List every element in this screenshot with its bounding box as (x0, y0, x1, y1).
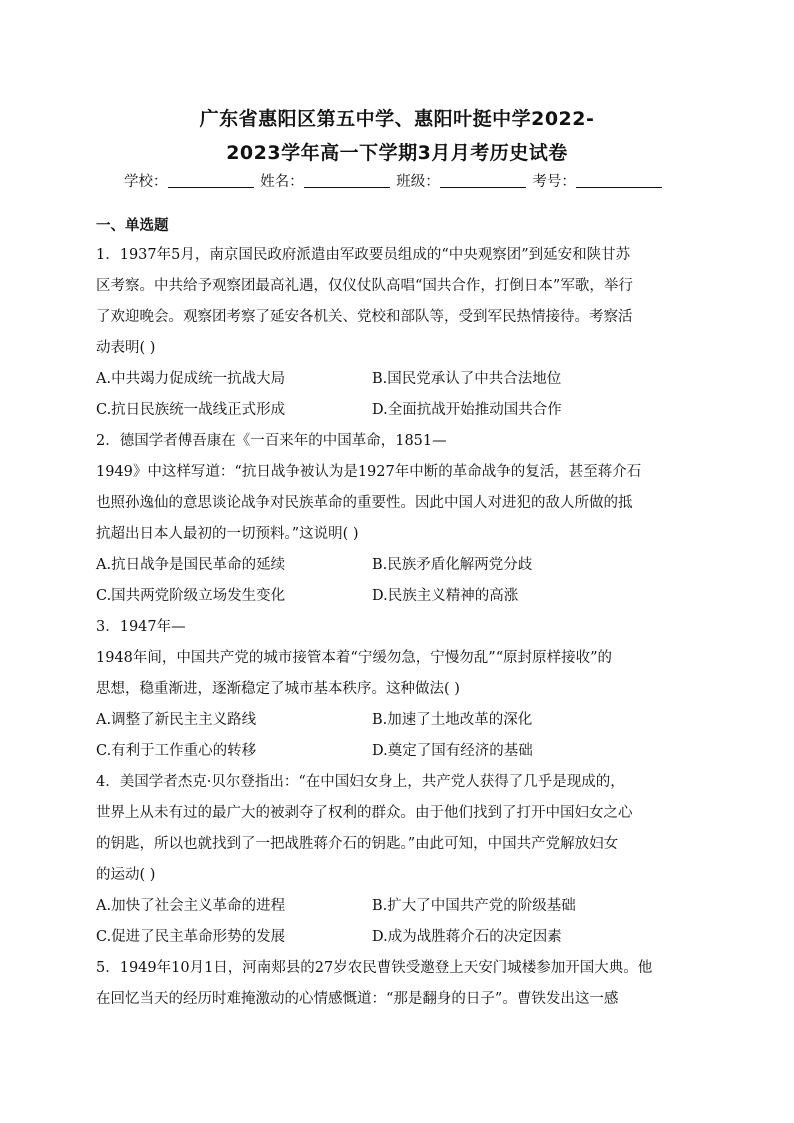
question-stem-line: 的运动( ) (96, 867, 156, 883)
question-stem-line: 世界上从未有过的最广大的被剥夺了权利的群众。由于他们找到了打开中国妇女之心 (96, 805, 633, 821)
option-row (96, 705, 696, 736)
question-stem-line: 抗超出日本人最初的一切预料。”这说明( ) (96, 526, 359, 542)
option-a[interactable]: A.抗日战争是国民革命的延续 (96, 557, 286, 573)
option-d[interactable]: D.奠定了国有经济的基础 (372, 743, 533, 759)
question-stem-line: 2．德国学者傅吾康在《一百来年的中国革命，1851— (96, 433, 447, 449)
question-list (96, 240, 696, 1015)
class-label: 班级： (396, 174, 440, 190)
class-blank[interactable] (440, 173, 526, 188)
option-row (96, 364, 696, 395)
question-5 (96, 953, 696, 1015)
option-d[interactable]: D.全面抗战开始推动国共合作 (372, 402, 562, 418)
exam-title-line-2: 2023学年高一下学期3月月考历史试卷 (226, 142, 568, 164)
option-c[interactable]: C.促进了民主革命形势的发展 (96, 929, 286, 945)
option-a[interactable]: A.中共竭力促成统一抗战大局 (96, 371, 286, 387)
question-stem-line: 1949》中这样写道：“抗日战争被认为是1927年中断的革命战争的复活，甚至蒋介石 (96, 464, 642, 480)
exam-number-blank[interactable] (576, 173, 662, 188)
question-4 (96, 767, 696, 953)
question-stem-line: 5．1949年10月1日，河南郏县的27岁农民曹铁受邀登上天安门城楼参加开国大典。他 (96, 960, 653, 976)
option-row (96, 395, 696, 426)
option-b[interactable]: B.扩大了中国共产党的阶级基础 (372, 898, 576, 914)
question-1 (96, 240, 696, 426)
question-stem-line: 4．美国学者杰克·贝尔登指出：“在中国妇女身上，共产党人获得了几乎是现成的， (96, 774, 625, 790)
option-c[interactable]: C.有利于工作重心的转移 (96, 743, 257, 759)
question-stem-line: 区考察。中共给予观察团最高礼遇，仅仪仗队高唱“国共合作，打倒日本”军歌，举行 (96, 278, 633, 294)
option-a[interactable]: A.加快了社会主义革命的进程 (96, 898, 286, 914)
option-row (96, 922, 696, 953)
name-blank[interactable] (304, 173, 390, 188)
school-blank[interactable] (168, 173, 254, 188)
exam-number-label: 考号： (532, 174, 576, 190)
exam-title-line-1: 广东省惠阳区第五中学、惠阳叶挺中学2022- (199, 108, 595, 130)
section-heading: 一、单选题 (96, 218, 169, 234)
question-stem-line: 了欢迎晚会。观察团考察了延安各机关、党校和部队等，受到军民热情接待。考察活 (96, 309, 633, 325)
option-row (96, 891, 696, 922)
question-stem-line: 动表明( ) (96, 340, 156, 356)
student-info-row (124, 170, 664, 191)
option-b[interactable]: B.国民党承认了中共合法地位 (372, 371, 562, 387)
question-3 (96, 612, 696, 767)
option-c[interactable]: C.国共两党阶级立场发生变化 (96, 588, 286, 604)
question-stem-line: 3．1947年— (96, 619, 186, 635)
question-stem-line: 也照孙逸仙的意思谈论战争对民族革命的重要性。因此中国人对进犯的敌人所做的抵 (96, 495, 633, 511)
option-b[interactable]: B.加速了土地改革的深化 (372, 712, 533, 728)
option-d[interactable]: D.成为战胜蒋介石的决定因素 (372, 929, 562, 945)
option-a[interactable]: A.调整了新民主主义路线 (96, 712, 257, 728)
school-label: 学校： (124, 174, 168, 190)
question-stem-line: 1948年间，中国共产党的城市接管本着“宁缓勿急，宁慢勿乱”“原封原样接收”的 (96, 650, 613, 666)
question-stem-line: 1．1937年5月，南京国民政府派遣由军政要员组成的“中央观察团”到延安和陕甘苏 (96, 247, 631, 263)
option-b[interactable]: B.民族矛盾化解两党分歧 (372, 557, 533, 573)
option-row (96, 581, 696, 612)
question-stem-line: 思想，稳重渐进，逐渐稳定了城市基本秩序。这种做法( ) (96, 681, 460, 697)
option-d[interactable]: D.民族主义精神的高涨 (372, 588, 519, 604)
option-c[interactable]: C.抗日民族统一战线正式形成 (96, 402, 286, 418)
option-row (96, 550, 696, 581)
question-stem-line: 在回忆当天的经历时难掩激动的心情感慨道：“那是翻身的日子”。曹铁发出这一感 (96, 991, 619, 1007)
option-row (96, 736, 696, 767)
question-2 (96, 426, 696, 612)
name-label: 姓名： (260, 174, 304, 190)
question-stem-line: 的钥匙，所以也就找到了一把战胜蒋介石的钥匙。”由此可知，中国共产党解放妇女 (96, 836, 619, 852)
